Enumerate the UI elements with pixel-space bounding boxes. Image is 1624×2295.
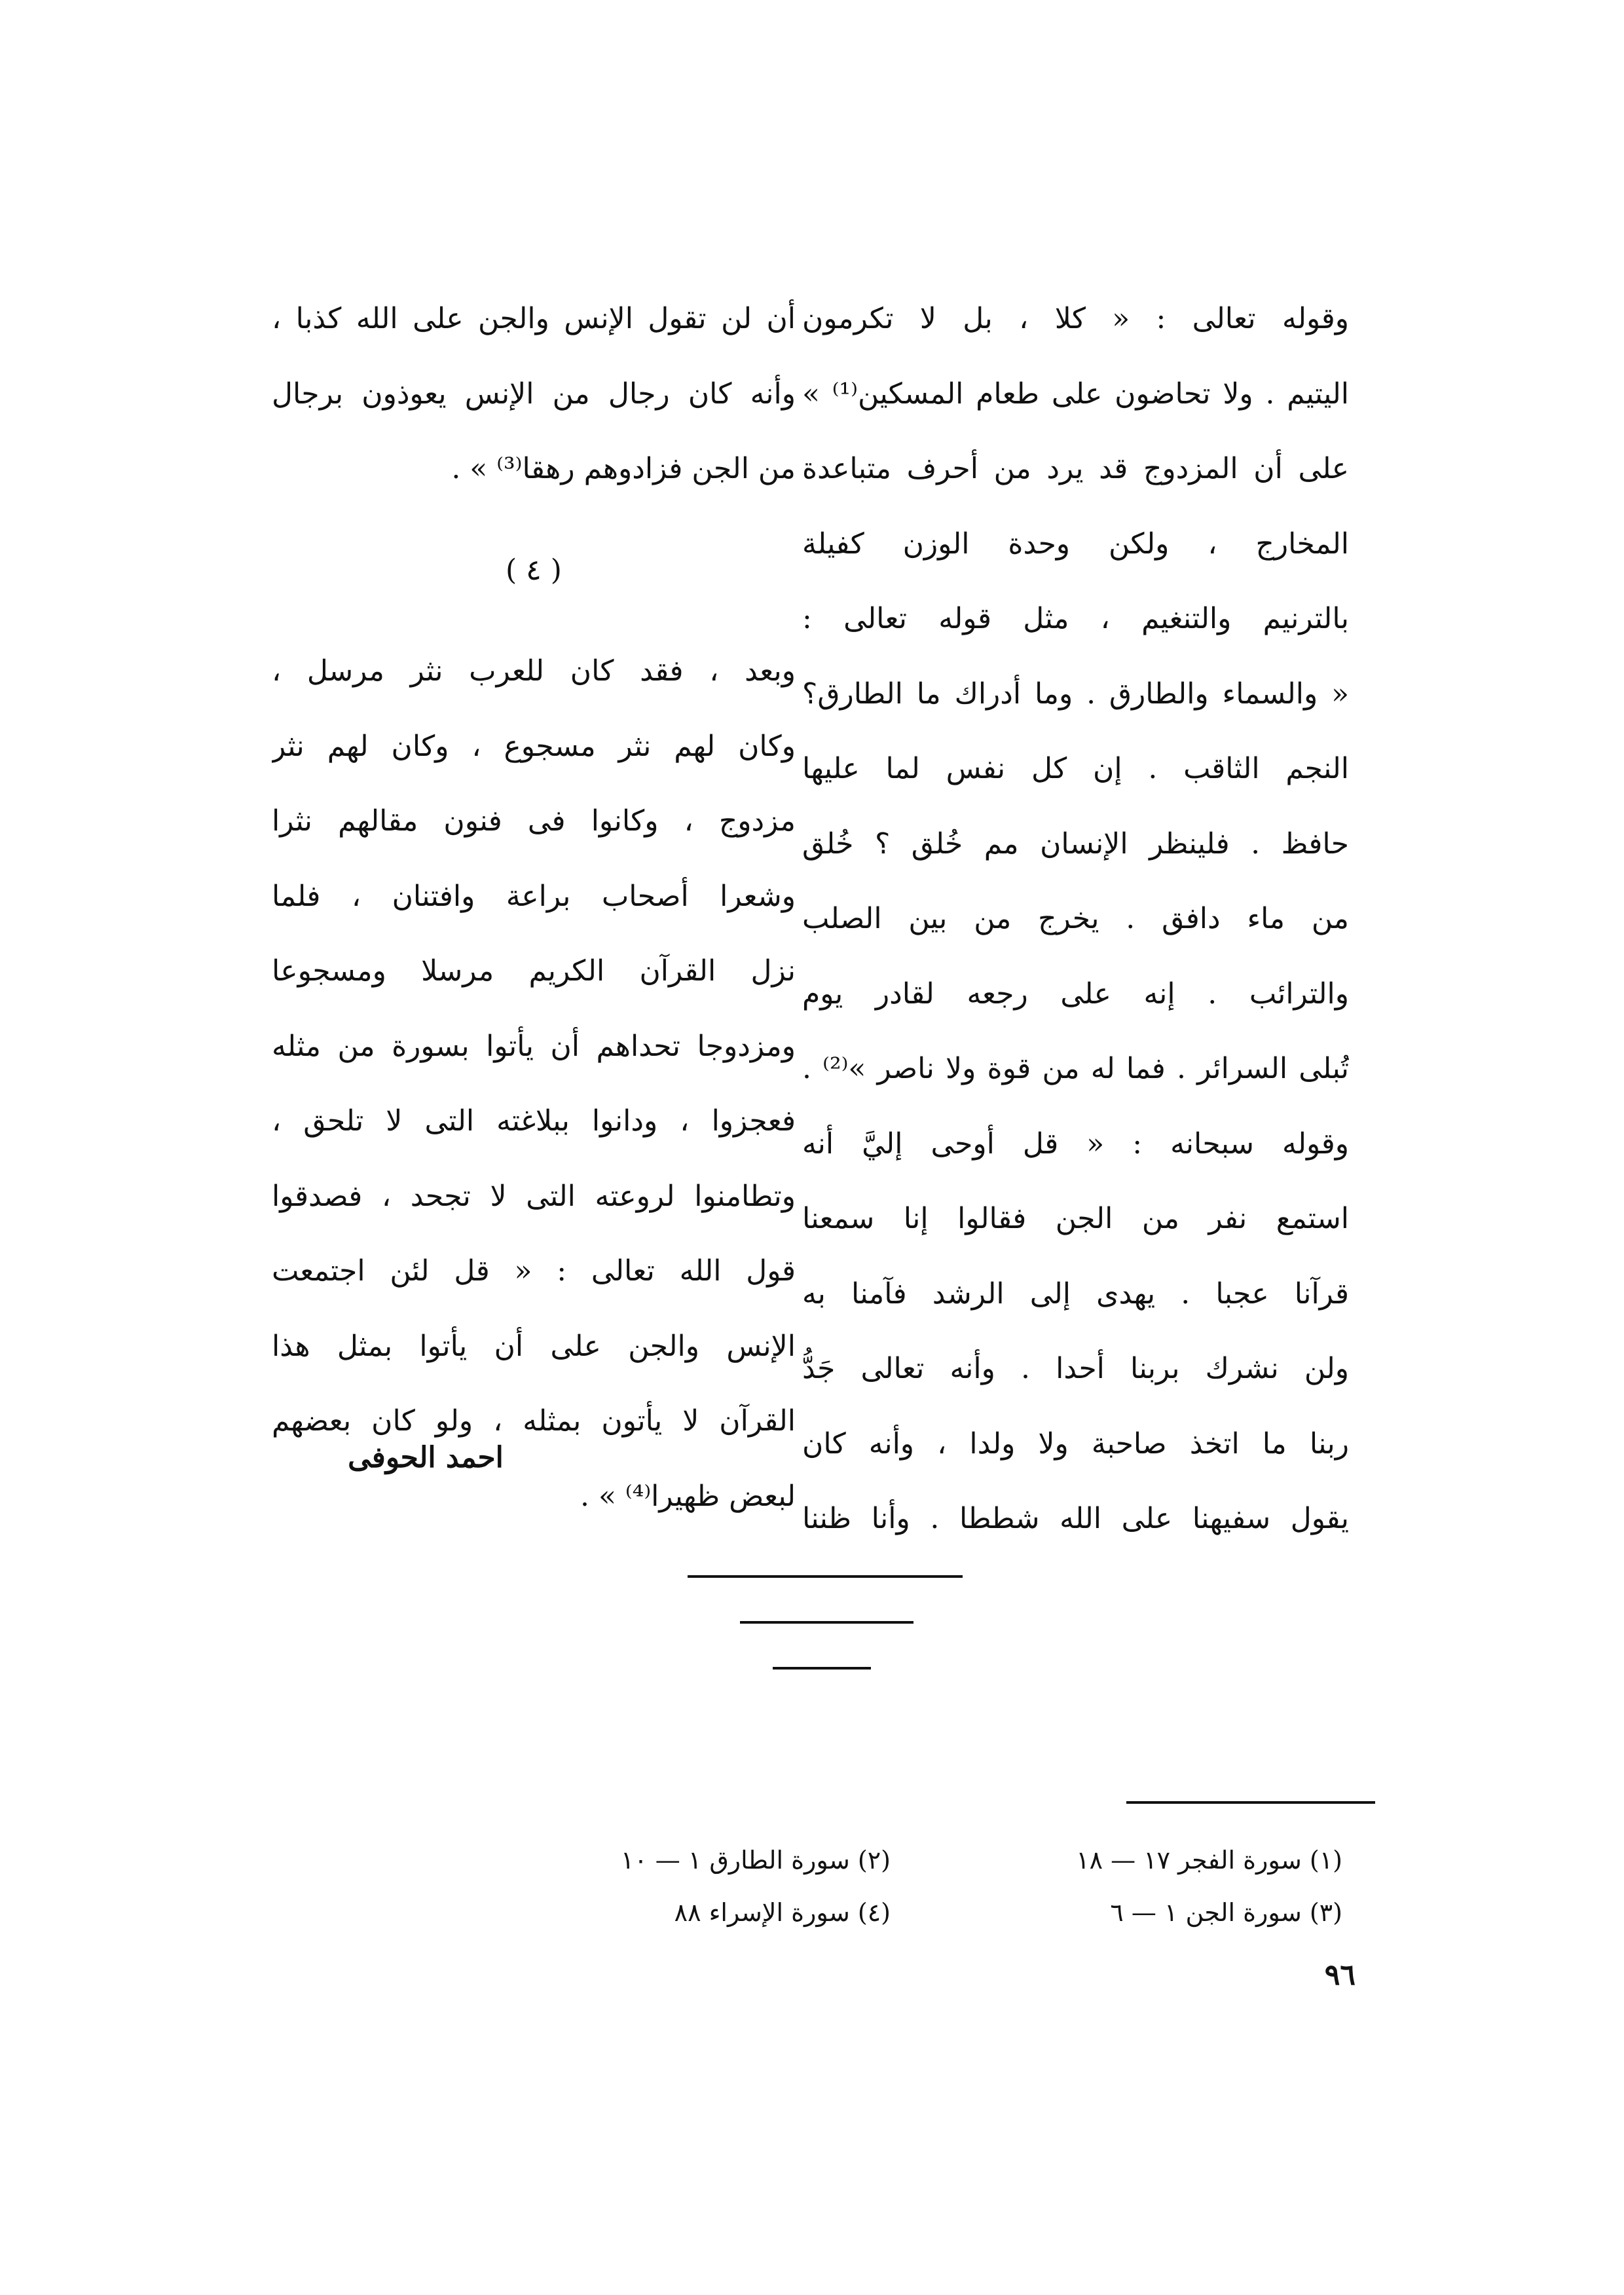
right-line-16: ربنا ما اتخذ صاحبة ولا ولدا ، وأنه كان (802, 1427, 1349, 1461)
footnote-2: (٢) سورة الطارق ١ — ١٠ (620, 1846, 891, 1875)
right-line-8: حافظ . فلينظر الإنسان مم خُلق ؟ خُلق (802, 827, 1349, 861)
section-gap (272, 507, 796, 533)
right-line-1: وقوله تعالى : « كلا ، بل لا تكرمون (802, 302, 1349, 335)
left-line-9: قول الله تعالى : « قل لئن اجتمعت (272, 1254, 796, 1288)
left-line-8: وتطامنوا لروعته التى لا تجحد ، فصدقوا (272, 1179, 796, 1213)
footnote-separator (1126, 1801, 1375, 1804)
right-line-7: النجم الثاقب . إن كل نفس لما عليها (802, 752, 1349, 785)
left-top-line-3: من الجن فزادوهم رهقا⁽³⁾ » . (451, 452, 796, 485)
right-line-11: تُبلى السرائر . فما له من قوة ولا ناصر »⁽²⁾ . (802, 1052, 1349, 1085)
left-line-3: مزدوج ، وكانوا فى فنون مقالهم نثرا (272, 804, 796, 838)
left-line-12: لبعض ظهيرا⁽⁴⁾ » . (580, 1479, 796, 1513)
right-line-12: وقوله سبحانه : « قل أوحى إليَّ أنه (802, 1127, 1349, 1161)
left-line-4: وشعرا أصحاب براعة وافتنان ، فلما (272, 879, 796, 913)
footnote-row-1 (524, 1834, 1342, 1886)
left-line-6: ومزدوجا تحداهم أن يأتوا بسورة من مثله (272, 1029, 796, 1063)
left-top-line-2: وأنه كان رجال من الإنس يعوذون برجال (272, 377, 796, 411)
right-line-6: « والسماء والطارق . وما أدراك ما الطارق؟ (802, 677, 1349, 711)
divider-rule-short (773, 1667, 871, 1670)
author-signature: احمد الحوفى (348, 1441, 504, 1474)
page-number: ٩٦ (1324, 1958, 1356, 1992)
footnote-4: (٤) سورة الإسراء ٨٨ (674, 1898, 891, 1927)
footnotes (524, 1834, 1342, 1939)
left-line-5: نزل القرآن الكريم مرسلا ومسجوعا (272, 954, 796, 988)
right-column (802, 282, 1349, 1557)
left-line-1: وبعد ، فقد كان للعرب نثر مرسل ، (272, 654, 796, 688)
right-line-17: يقول سفيهنا على الله شططا . وأنا ظننا (802, 1502, 1349, 1535)
left-line-10: الإنس والجن على أن يأتوا بمثل هذا (272, 1329, 796, 1363)
right-line-3: على أن المزدوج قد يرد من أحرف متباعدة (802, 452, 1349, 485)
left-column (272, 282, 796, 1534)
divider-rule-medium (740, 1621, 913, 1624)
left-top-line-1: أن لن تقول الإنس والجن على الله كذبا ، (272, 302, 796, 335)
footnote-3: (٣) سورة الجن ١ — ٦ (1110, 1898, 1342, 1927)
right-line-14: قرآنا عجبا . يهدى إلى الرشد فآمنا به (802, 1277, 1349, 1311)
right-line-2: اليتيم . ولا تحاضون على طعام المسكين⁽¹⁾ » (802, 377, 1349, 411)
section-gap-2 (272, 608, 796, 634)
right-line-9: من ماء دافق . يخرج من بين الصلب (802, 902, 1349, 935)
right-line-10: والترائب . إنه على رجعه لقادر يوم (802, 977, 1349, 1011)
section-number: ( ٤ ) (506, 553, 562, 587)
left-line-2: وكان لهم نثر مسجوع ، وكان لهم نثر (272, 729, 796, 763)
right-line-5: بالترنيم والتنغيم ، مثل قوله تعالى : (802, 602, 1349, 635)
footnote-1: (١) سورة الفجر ١٧ — ١٨ (1076, 1846, 1342, 1875)
left-line-7: فعجزوا ، ودانوا ببلاغته التى لا تلحق ، (272, 1104, 796, 1138)
right-line-13: استمع نفر من الجن فقالوا إنا سمعنا (802, 1202, 1349, 1235)
divider-rule-long (688, 1575, 963, 1578)
right-line-15: ولن نشرك بربنا أحدا . وأنه تعالى جَدُّ (802, 1352, 1349, 1385)
right-line-4: المخارج ، ولكن وحدة الوزن كفيلة (802, 527, 1349, 561)
footnote-row-2 (524, 1886, 1342, 1939)
left-line-11: القرآن لا يأتون بمثله ، ولو كان بعضهم (272, 1404, 796, 1438)
